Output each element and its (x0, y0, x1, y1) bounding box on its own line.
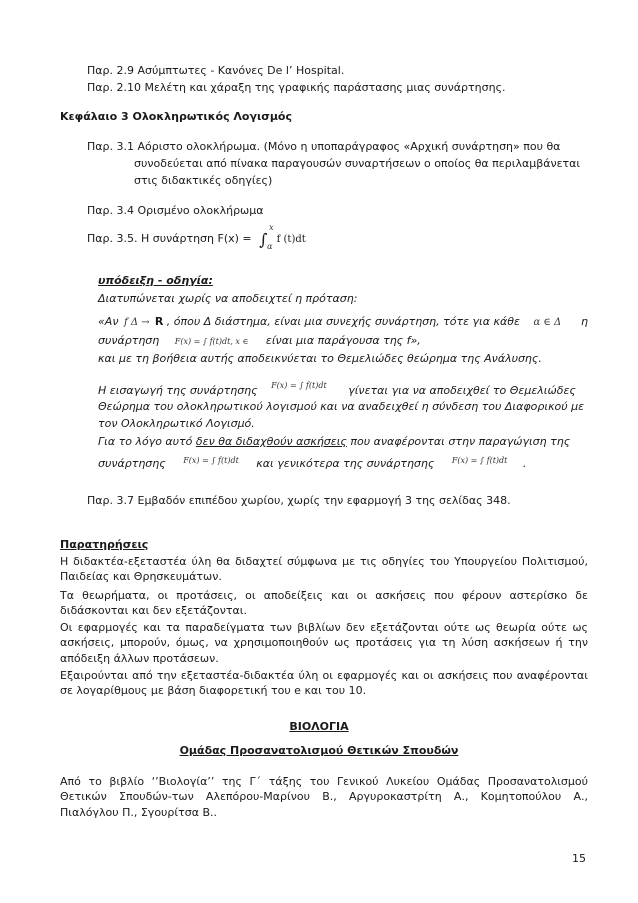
alpha-in-delta: α ∈ Δ (533, 317, 562, 328)
hint-line-9 (98, 457, 588, 472)
hint-line-1: Διατυπώνεται χωρίς να αποδειχτεί η πρόταση: (98, 292, 358, 305)
hint-line-3 (98, 334, 588, 349)
integral-lower-limit: α (267, 242, 273, 251)
hint-line-2-start: «Αν (98, 315, 119, 328)
page-number: 15 (572, 852, 586, 865)
notes-paragraph-4: Εξαιρούνται από την εξεταστέα-διδακτέα ύλη οι εφαρμογές και οι ασκήσεις που αναφέρονται σε λογαρίθμους με βάση διαφορετική του e και του 10. (60, 669, 588, 698)
hint-line-5-start: Η εισαγωγή της συνάρτησης (98, 384, 258, 397)
hint-line-2-end: η (581, 315, 588, 328)
hint-line-7: τον Ολοκληρωτικό Λογισμό. (98, 417, 255, 430)
integral-function-formula-2: F(x) = ∫ f(t)dt (183, 456, 239, 465)
notes-paragraph-1: Η διδακτέα-εξεταστέα ύλη θα διδαχτεί σύμφωνα με τις οδηγίες του Υπουργείου Πολιτισμού, Παιδείας και Θρησκευμάτων. (60, 555, 588, 584)
toc-par-3-1-line1: Παρ. 3.1 Αόριστο ολοκλήρωμα. (Μόνο η υποπαράγραφος «Αρχική συνάρτηση» που θα (87, 140, 561, 153)
hint-line-2 (98, 315, 588, 330)
hint-line-5 (98, 381, 588, 399)
hint-line-8-start: Για το λόγο αυτό (98, 435, 193, 448)
hint-no-exercises: δεν θα διδαχθούν ασκήσεις (195, 435, 347, 448)
notes-paragraph-2: Τα θεωρήματα, οι προτάσεις, οι αποδείξεις και οι ασκήσεις που φέρουν αστερίσκο δε διδάσκονται και δεν εξετάζονται. (60, 589, 588, 618)
function-notation: f Δ → (123, 317, 153, 328)
integral-expression: f (t)dt (276, 234, 306, 245)
toc-par-3-1-line2: συνοδεύεται από πίνακα παραγουσών συναρτήσεων ο οποίος θα περιλαμβάνεται (134, 157, 581, 170)
toc-par-3-4: Παρ. 3.4 Ορισμένο ολοκλήρωμα (87, 204, 264, 217)
hint-line-6: Θεώρημα του ολοκληρωτικού λογισμού και να αναδειχθεί η σύνδεση του Διαφορικού με (98, 400, 585, 413)
hint-line-4: και με τη βοήθεια αυτής αποδεικνύεται το Θεμελιώδες θεώρημα της Ανάλυσης. (98, 352, 542, 365)
chapter-3-heading: Κεφάλαιο 3 Ολοκληρωτικός Λογισμός (60, 110, 293, 123)
real-numbers-symbol: R (154, 315, 164, 328)
toc-par-3-5-text: Παρ. 3.5. Η συνάρτηση F(x) = (87, 232, 252, 245)
antiderivative-formula: F(x) = ∫ f(t)dt, x ∈ (174, 337, 249, 346)
hint-line-9-middle: και γενικότερα της συνάρτησης (256, 457, 435, 470)
biology-paragraph: Από το βιβλίο ‘’Βιολογία’’ της Γ΄ τάξης του Γενικού Λυκείου Ομάδας Προσανατολισμού Θετικών Σπουδών-των Αλεπόρου-Μαρίνου Β., Αργυροκαστρίτη Α., Κομητοπούλου Α., Πιαλόγλου Π., Σγουρίτσα Β.. (60, 775, 588, 819)
hint-line-2-middle: , όπου Δ διάστημα, είναι μια συνεχής συνάρτηση, τότε για κάθε (166, 315, 520, 328)
hint-line-8 (98, 435, 588, 449)
toc-par-3-7: Παρ. 3.7 Εμβαδόν επιπέδου χωρίου, χωρίς την εφαρμογή 3 της σελίδας 348. (87, 494, 511, 507)
hint-line-3-end: είναι μια παράγουσα της f», (265, 334, 421, 347)
notes-paragraph-3: Οι εφαρμογές και τα παραδείγματα των βιβλίων δεν εξετάζονται ούτε ως θεωρία ούτε ως ασκήσεις, μπορούν, όμως, να χρησιμοποιηθούν ως προτάσεις για τη λύση ασκήσεων ή την απόδειξη άλλων προτάσεων. (60, 621, 588, 665)
hint-line-9-start: συνάρτησης (98, 457, 166, 470)
toc-par-3-1-line3: στις διδακτικές οδηγίες) (134, 174, 273, 187)
toc-par-2-9: Παρ. 2.9 Ασύμπτωτες - Κανόνες De l’ Hospital. (87, 64, 345, 77)
hint-line-5-end: γίνεται για να αποδειχθεί το Θεμελιώδες (348, 384, 576, 397)
toc-par-2-10: Παρ. 2.10 Μελέτη και χάραξη της γραφικής παράστασης μιας συνάρτησης. (87, 81, 506, 94)
hint-line-3-start: συνάρτηση (98, 334, 160, 347)
hint-line-8-end: που αναφέρονται στην παραγώγιση της (350, 435, 571, 448)
hint-line-9-end: . (522, 457, 527, 470)
integral-upper-limit: x (269, 223, 274, 232)
biology-subheading: Ομάδας Προσανατολισμού Θετικών Σπουδών (179, 744, 459, 757)
hint-title: υπόδειξη - οδηγία: (98, 274, 213, 287)
notes-heading: Παρατηρήσεις (60, 538, 149, 551)
biology-heading: ΒΙΟΛΟΓΙΑ (289, 720, 349, 733)
toc-par-3-5 (87, 223, 306, 251)
integral-function-formula: F(x) = ∫ f(t)dt (271, 381, 327, 390)
integral-sign-icon: ∫ x α (259, 230, 273, 246)
composite-integral-formula: F(x) = ∫ f(t)dt (451, 456, 508, 465)
